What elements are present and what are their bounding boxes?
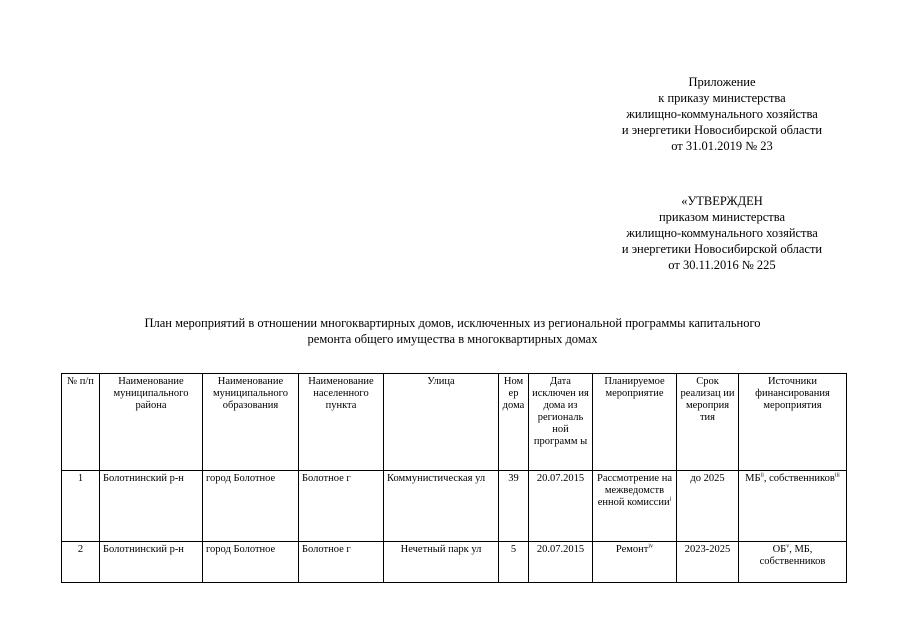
header-measure: Планируемое мероприятие (593, 374, 677, 471)
header-district: Наименование муниципального района (100, 374, 203, 471)
appendix-line: и энергетики Новосибирской области (621, 123, 823, 137)
cell-number: 2 (62, 542, 100, 583)
cell-district: Болотнинский р-н (100, 471, 203, 542)
footnote-mark: ii (760, 472, 764, 479)
title-line: ремонта общего имущества в многоквартирных домах (307, 332, 598, 346)
cell-municipality: город Болотное (203, 471, 299, 542)
funding-text: , собственников (763, 473, 835, 484)
cell-district: Болотнинский р-н (100, 542, 203, 583)
funding-text: ОБ (772, 544, 787, 555)
header-exclusion-date: Дата исключен ия дома из региональ ной программ ы (529, 374, 593, 471)
title-line: План мероприятий в отношении многоквартирных домов, исключенных из региональной программы капитального (144, 316, 761, 330)
header-funding: Источники финансирования мероприятия (739, 374, 847, 471)
cell-street: Нечетный парк ул (384, 542, 499, 583)
measure-text: Ремонт (615, 544, 649, 555)
cell-house: 39 (499, 471, 529, 542)
table-row (62, 542, 847, 583)
cell-municipality: город Болотное (203, 542, 299, 583)
approval-line: от 30.11.2016 № 225 (668, 258, 776, 272)
footnote-mark: iv (648, 543, 654, 550)
appendix-header (598, 74, 846, 154)
header-house: Ном ер дома (499, 374, 529, 471)
cell-number: 1 (62, 471, 100, 542)
header-number: № п/п (62, 374, 100, 471)
cell-funding (739, 471, 847, 542)
funding-text: , МБ, собственников (759, 544, 826, 567)
cell-funding (739, 542, 847, 583)
cell-measure (593, 471, 677, 542)
approval-header (598, 193, 846, 273)
cell-locality: Болотное г (299, 542, 384, 583)
cell-term: до 2025 (677, 471, 739, 542)
approval-line: «УТВЕРЖДЕН (681, 194, 763, 208)
appendix-line: от 31.01.2019 № 23 (671, 139, 773, 153)
header-municipality: Наименование муниципального образования (203, 374, 299, 471)
cell-date: 20.07.2015 (529, 471, 593, 542)
cell-measure (593, 542, 677, 583)
cell-locality: Болотное г (299, 471, 384, 542)
appendix-line: Приложение (688, 75, 756, 89)
footnote-mark: i (669, 496, 672, 503)
appendix-line: к приказу министерства (658, 91, 786, 105)
cell-term: 2023-2025 (677, 542, 739, 583)
footnote-mark: iii (834, 472, 840, 479)
table-header-row (62, 374, 847, 471)
approval-line: приказом министерства (658, 210, 786, 224)
approval-line: жилищно-коммунального хозяйства (626, 226, 818, 240)
cell-house: 5 (499, 542, 529, 583)
cell-street: Коммунистическая ул (384, 471, 499, 542)
footnote-mark: v (786, 543, 790, 550)
funding-text: МБ (745, 473, 761, 484)
approval-line: и энергетики Новосибирской области (621, 242, 823, 256)
header-term: Срок реализац ии мероприя тия (677, 374, 739, 471)
header-locality: Наименование населенного пункта (299, 374, 384, 471)
measures-table (61, 373, 847, 583)
appendix-line: жилищно-коммунального хозяйства (626, 107, 818, 121)
header-street: Улица (384, 374, 499, 471)
cell-date: 20.07.2015 (529, 542, 593, 583)
table-row (62, 471, 847, 542)
measure-text: Рассмотрение на межведомств енной комиссии (596, 473, 672, 508)
document-title (60, 315, 845, 347)
